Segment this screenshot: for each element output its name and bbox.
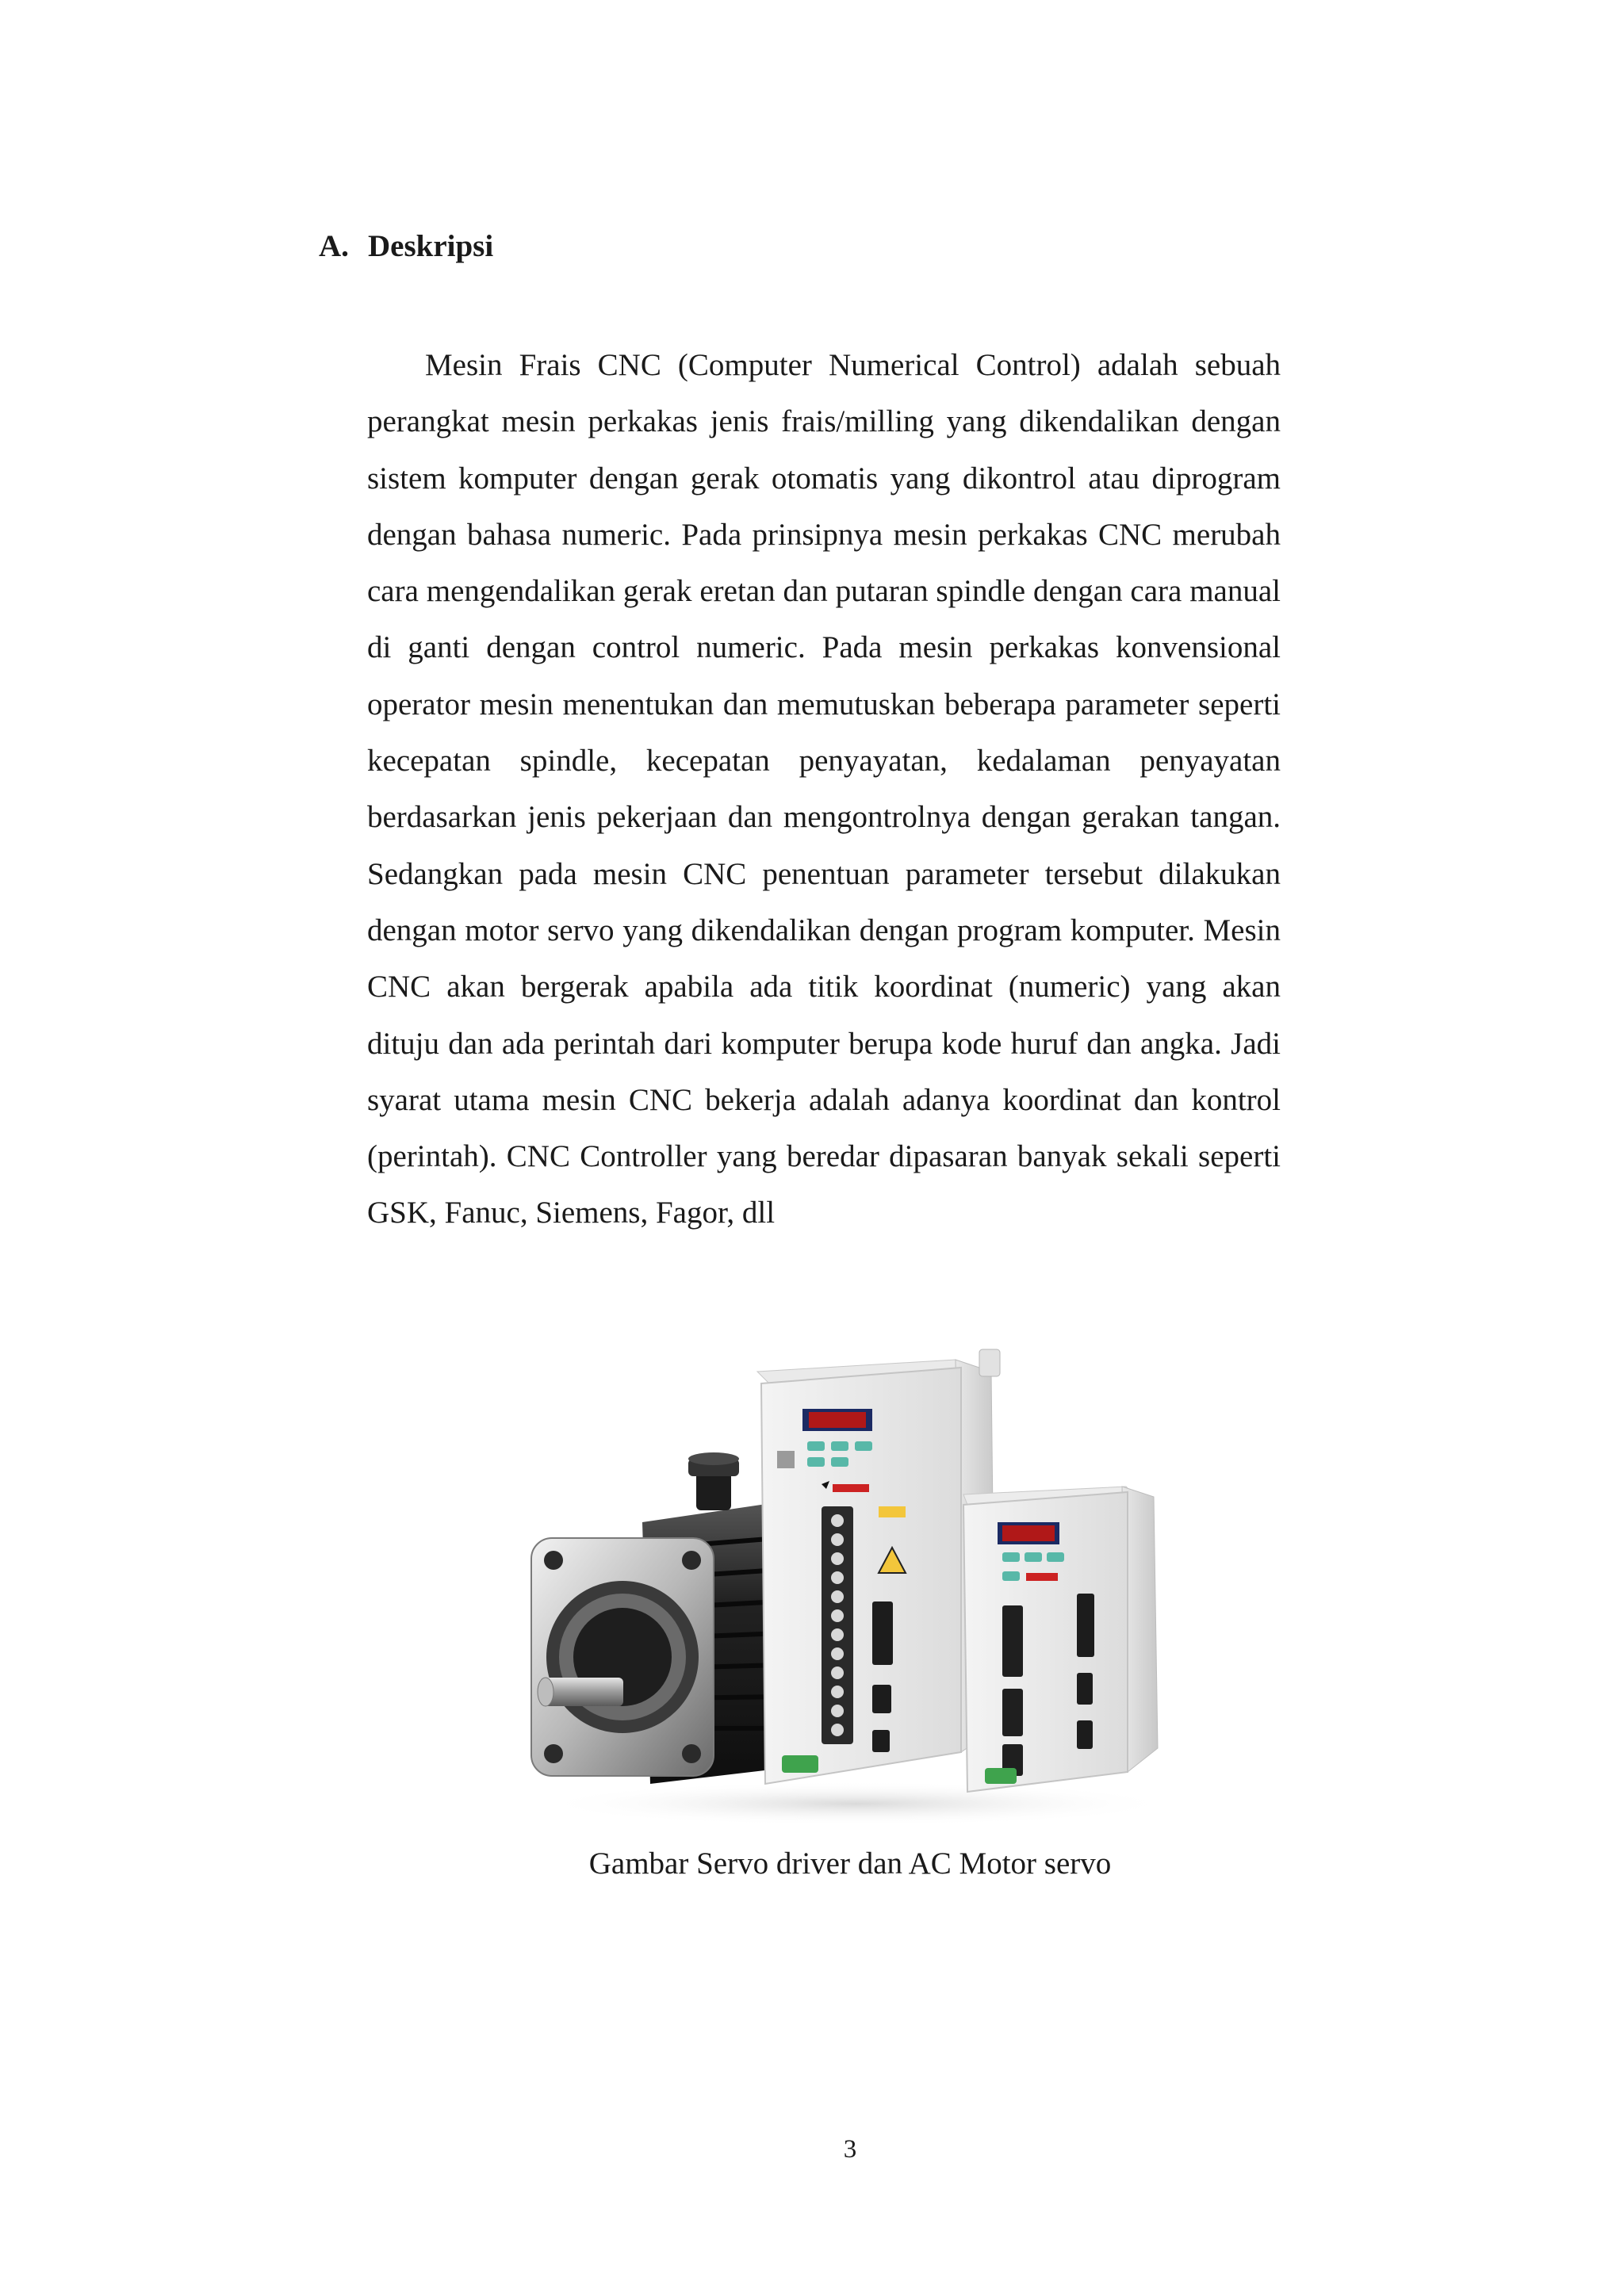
section-letter: A.	[319, 229, 349, 263]
section-heading	[319, 228, 493, 264]
small-servo-driver-drawing	[963, 1487, 1158, 1792]
section-title: Deskripsi	[368, 229, 494, 263]
description-paragraph: Mesin Frais CNC (Computer Numerical Control) adalah sebuah perangkat mesin perkakas jenis frais/milling yang dikendalikan dengan sistem komputer dengan gerak otomatis yang dikontrol atau diprogram dengan bahasa numeric. Pada prinsipnya mesin perkakas CNC merubah cara mengendalikan gerak eretan dan putaran spindle dengan cara manual di ganti dengan control numeric. Pada mesin perkakas konvensional operator mesin menentukan dan memutuskan beberapa parameter seperti kecepatan spindle, kecepatan penyayatan, kedalaman penyayatan berdasarkan jenis pekerjaan dan mengontrolnya dengan gerakan tangan. Sedangkan pada mesin CNC penentuan parameter tersebut dilakukan dengan motor servo yang dikendalikan dengan program komputer. Mesin CNC akan bergerak apabila ada titik koordinat (numeric) yang akan dituju dan ada perintah dari komputer berupa kode huruf dan angka. Jadi syarat utama mesin CNC bekerja adalah adanya koordinat dan kontrol (perintah). CNC Controller yang beredar dipasaran banyak sekali seperti GSK, Fanuc, Siemens, Fagor, dll	[367, 348, 1281, 1230]
servo-figure-image	[523, 1340, 1174, 1847]
ac-motor-servo-drawing	[531, 1452, 785, 1784]
page-number: 3	[843, 2135, 857, 2164]
figure-caption: Gambar Servo driver dan AC Motor servo	[588, 1846, 1112, 1881]
